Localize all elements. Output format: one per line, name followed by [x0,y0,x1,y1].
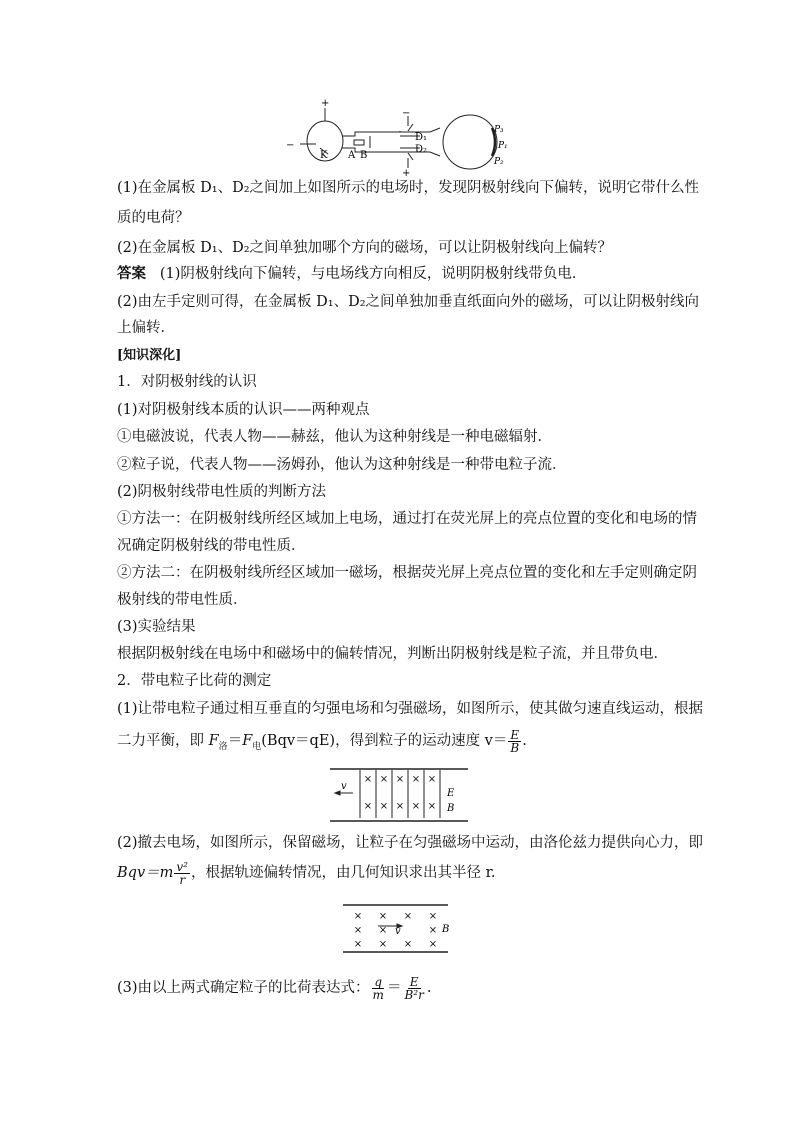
svg-text:×: × [353,925,363,936]
ratio-fraction: $\frac{E}{\text{B²r}}$ [404,974,424,1002]
fig1-plus-bottom-label: + [402,168,411,176]
section-1-2: (2)阴极射线带电性质的判断方法 [117,484,327,500]
question-1-line2: 质的电荷？ [117,210,190,226]
svg-text:×: × [378,911,388,922]
svg-text:×: × [379,801,389,812]
svg-text:×: × [379,774,389,785]
svg-text:×: × [353,939,363,950]
svg-text:×: × [427,801,437,812]
svg-text:×: × [395,774,405,785]
fig1-P3-label: P₃ [494,125,504,135]
section-1-2b-line1: ②方法二：在阴极射线所经区域加一磁场，根据荧光屏上亮点位置的变化和左手定则确定阴 [117,565,697,581]
fig2-E-label: E [447,788,455,799]
section-1-2a-line2: 况确定阴极射线的带电性质． [117,538,306,554]
svg-text:×: × [363,774,373,785]
svg-text:×: × [428,911,438,922]
fig1-D2-label: D₂ [415,144,428,155]
fig1-minus-left-label: − [286,140,295,151]
section-1-3a: 根据阴极射线在电场中和磁场中的偏转情况，判断出阴极射线是粒子流，并且带负电． [117,646,668,662]
svg-text:×: × [403,911,413,922]
fig1-P2-label: P₂ [494,157,504,167]
fig1-minus-top-label: − [402,108,411,119]
svg-text:×: × [411,774,421,785]
fig3-v-label: v [395,926,401,937]
section-2-2-line2: Bqv＝m $\frac{\text{v²}}{r}$ ，根据轨迹偏转情况，由几何知识求出其半径 r. [117,859,496,887]
section-1-2b-line2: 极射线的带电性质． [117,592,248,608]
centripetal-fraction: $\frac{\text{v²}}{r}$ [176,859,188,887]
fig3-B-label: B [442,924,450,935]
section-title: [知识深化] [117,348,182,363]
section-1-heading: 1．对阴极射线的认识 [117,374,257,390]
section-1-1b: ②粒子说，代表人物——汤姆孙，他认为这种射线是一种带电粒子流． [117,457,567,473]
svg-text:×: × [378,925,388,936]
section-2-2-line1: (2)撤去电场，如图所示，保留磁场，让粒子在匀强磁场中运动，由洛伦兹力提供向心力，即 [117,835,704,851]
velocity-fraction: $\frac{E}{B}$ [510,727,520,755]
charge-mass-fraction: $\frac{q}{m}$ [372,974,384,1002]
fig2-B-label: B [447,803,455,814]
svg-text:×: × [395,801,405,812]
section-1-1a: ①电磁波说，代表人物——赫兹，他认为这种射线是一种电磁辐射． [117,429,552,445]
section-2-1-line1: (1)让带电粒子通过相互垂直的匀强电场和匀强磁场，如图所示，使其做匀速直线运动，根据 [117,701,704,717]
svg-text:×: × [378,939,388,950]
magnetic-field-figure [340,902,460,956]
fig2-v-label: v [341,781,347,792]
section-2-heading: 2．带电粒子比荷的测定 [117,673,272,689]
crossed-fields-figure [325,765,475,827]
section-2-1-line2: 二力平衡，即 $F_洛=F_电(Bqv=qE)$，得到粒子的运动速度 v＝ $\frac{E}{B}$ . [117,727,527,755]
svg-text:×: × [428,939,438,950]
svg-text:×: × [428,925,438,936]
section-2-3: (3)由以上两式确定粒子的比荷表达式： $\frac{q}{m}$ ＝ $\frac{E}{\text{B²r}}$ . [117,974,432,1002]
question-2: (2)在金属板 D₁、D₂之间单独加哪个方向的磁场，可以让阴极射线向上偏转？ [117,240,613,256]
svg-text:×: × [427,774,437,785]
fig1-D1-label: D₁ [415,132,428,143]
svg-text:×: × [403,939,413,950]
answer-2-line2: 上偏转． [117,320,175,336]
svg-text:×: × [363,801,373,812]
answer-label: 答案 [117,265,146,282]
fig1-P1-label: P₁ [498,141,508,151]
section-1-2a-line1: ①方法一：在阴极射线所经区域加上电场，通过打在荧光屏上的亮点位置的变化和电场的情 [117,511,697,527]
answer-2-line1: (2)由左手定则可得，在金属板 D₁、D₂之间单独加垂直纸面向外的磁场，可以让阴极射线向 [117,294,700,310]
fig1-plus-label: + [321,98,330,109]
fig1-A-label: A [348,150,356,161]
cathode-ray-tube-figure [280,96,520,176]
fig1-B-label: B [360,150,368,161]
answer-1 [117,264,586,284]
section-1-1: (1)对阴极射线本质的认识——两种观点 [117,402,370,418]
answer-1-text: (1)阴极射线向下偏转，与电场线方向相反，说明阴极射线带负电． [159,266,587,282]
fig1-K-label: K [320,150,328,161]
question-1-line1: (1)在金属板 D₁、D₂之间加上如图所示的电场时，发现阴极射线向下偏转，说明它带什么性 [117,180,700,196]
section-1-3: (3)实验结果 [117,619,196,635]
svg-text:×: × [353,911,363,922]
svg-text:×: × [411,801,421,812]
